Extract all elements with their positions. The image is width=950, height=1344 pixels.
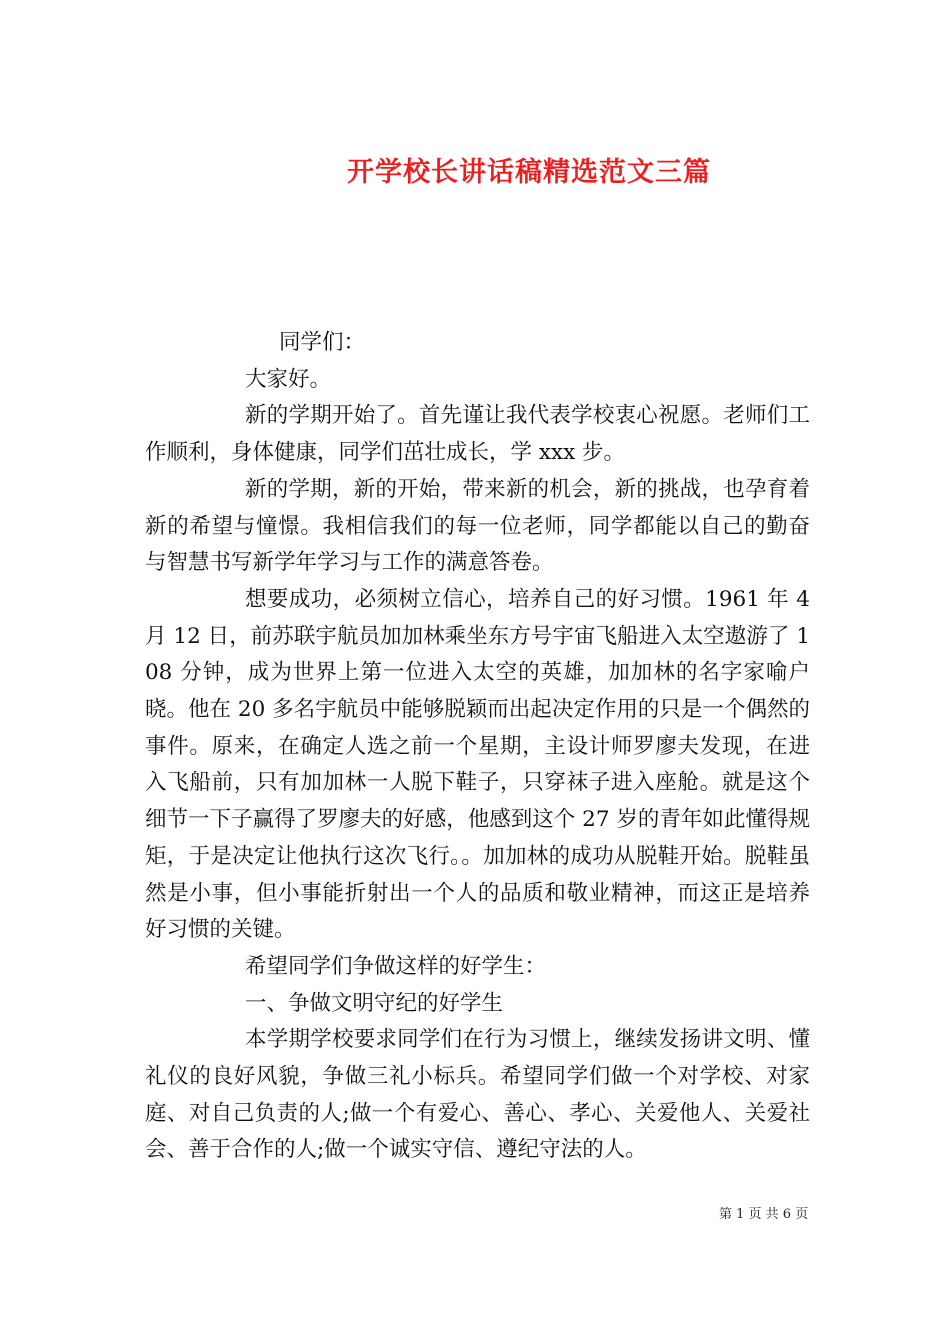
- paragraph: 大家好。: [245, 366, 332, 392]
- greeting: 同学们：: [279, 330, 366, 355]
- document-title-text: 开学校长讲话稿精选范文三篇: [347, 157, 711, 189]
- paragraph: 想要成功，必须树立信心，培养自己的好习惯。1961 年 4 月 12 日，前苏联宇航员加加林乘坐东方号宇宙飞船进入太空遨游了 108 分钟，成为世界上第一位进入太空的英雄，加加林的名字家喻户晓。他在 20 多名宇航员中能够脱颖而出起决定作用的只是一个偶然的事件。原来，在确定人选之前一个星期，主设计师罗廖夫发现，在进入飞船前，只有加加林一人脱下鞋子，只穿袜子进入座舱。就是这个细节一下子赢得了罗廖夫的好感，他感到这个 27 岁的青年如此懂得规矩，于是决定让他执行这次飞行。。加加林的成功从脱鞋开始。脱鞋虽然是小事，但小事能折射出一个人的品质和敬业精神，而这正是培养好习惯的关键。: [145, 586, 810, 943]
- section-heading: 一、争做文明守纪的好学生: [245, 990, 504, 1016]
- document-title: [0, 150, 950, 189]
- document-body: [145, 325, 810, 1169]
- paragraph: 希望同学们争做这样的好学生：: [245, 953, 547, 979]
- paragraph: 新的学期，新的开始，带来新的机会，新的挑战，也孕育着新的希望与憧憬。我相信我们的每一位老师，同学都能以自己的勤奋与智慧书写新学年学习与工作的满意答卷。: [145, 476, 810, 576]
- paragraph: 本学期学校要求同学们在行为习惯上，继续发扬讲文明、懂礼仪的良好风貌，争做三礼小标兵。希望同学们做一个对学校、对家庭、对自己负责的人;做一个有爱心、善心、孝心、关爱他人、关爱社会、善于合作的人;做一个诚实守信、遵纪守法的人。: [145, 1027, 810, 1163]
- paragraph: 新的学期开始了。首先谨让我代表学校衷心祝愿。老师们工作顺利，身体健康，同学们茁壮成长，学 xxx 步。: [145, 403, 810, 466]
- page-number: 第 1 页 共 6 页: [719, 1207, 809, 1222]
